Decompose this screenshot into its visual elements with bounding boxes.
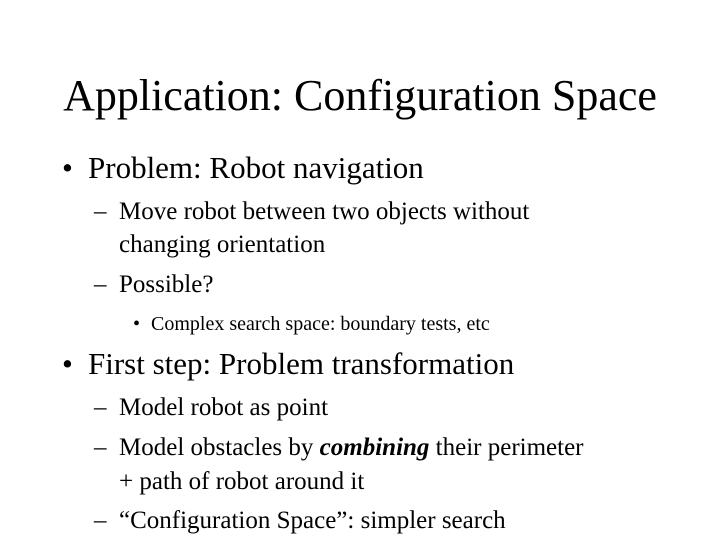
dash-mark: – [94, 507, 107, 534]
sub-bullet-text: changing orientation [119, 231, 326, 258]
dash-mark: – [94, 434, 107, 461]
sub-bullet-text: + path of robot around it [119, 468, 365, 495]
slide-title: Application: Configuration Space [63, 71, 657, 120]
bullet-item [0, 150, 720, 186]
bullet-item [0, 346, 720, 382]
sub-bullet-text: Model robot as point [119, 394, 329, 421]
sub-bullet-text: “Configuration Space”: simpler search [119, 507, 506, 534]
dash-mark: – [94, 198, 107, 225]
sub-bullet-item [0, 197, 720, 227]
sub-bullet-text: Possible? [119, 271, 214, 298]
bullet-text: First step: Problem transformation [88, 346, 515, 381]
sub-bullet-item [0, 506, 720, 536]
bullet-mark: • [133, 313, 141, 335]
sub-bullet-continuation [0, 230, 720, 260]
bullet-mark: • [62, 346, 73, 381]
sub-bullet-item [0, 393, 720, 423]
sub-bullet-text: Move robot between two objects without [119, 198, 530, 225]
dash-mark: – [94, 394, 107, 421]
sub-bullet-text-part: Model obstacles by [119, 434, 320, 461]
sub-bullet-item [0, 270, 720, 300]
dash-mark: – [94, 271, 107, 298]
emphasis-text: combining [319, 434, 430, 461]
bullet-mark: • [62, 150, 73, 185]
sub-bullet-continuation [0, 467, 720, 497]
sub-bullet-text-part: their perimeter [429, 434, 584, 461]
sub-sub-bullet-text: Complex search space: boundary tests, etc [151, 313, 490, 335]
sub-sub-bullet-item [0, 312, 720, 336]
sub-bullet-text [119, 433, 584, 463]
bullet-text: Problem: Robot navigation [88, 150, 424, 185]
sub-bullet-item [0, 433, 720, 463]
